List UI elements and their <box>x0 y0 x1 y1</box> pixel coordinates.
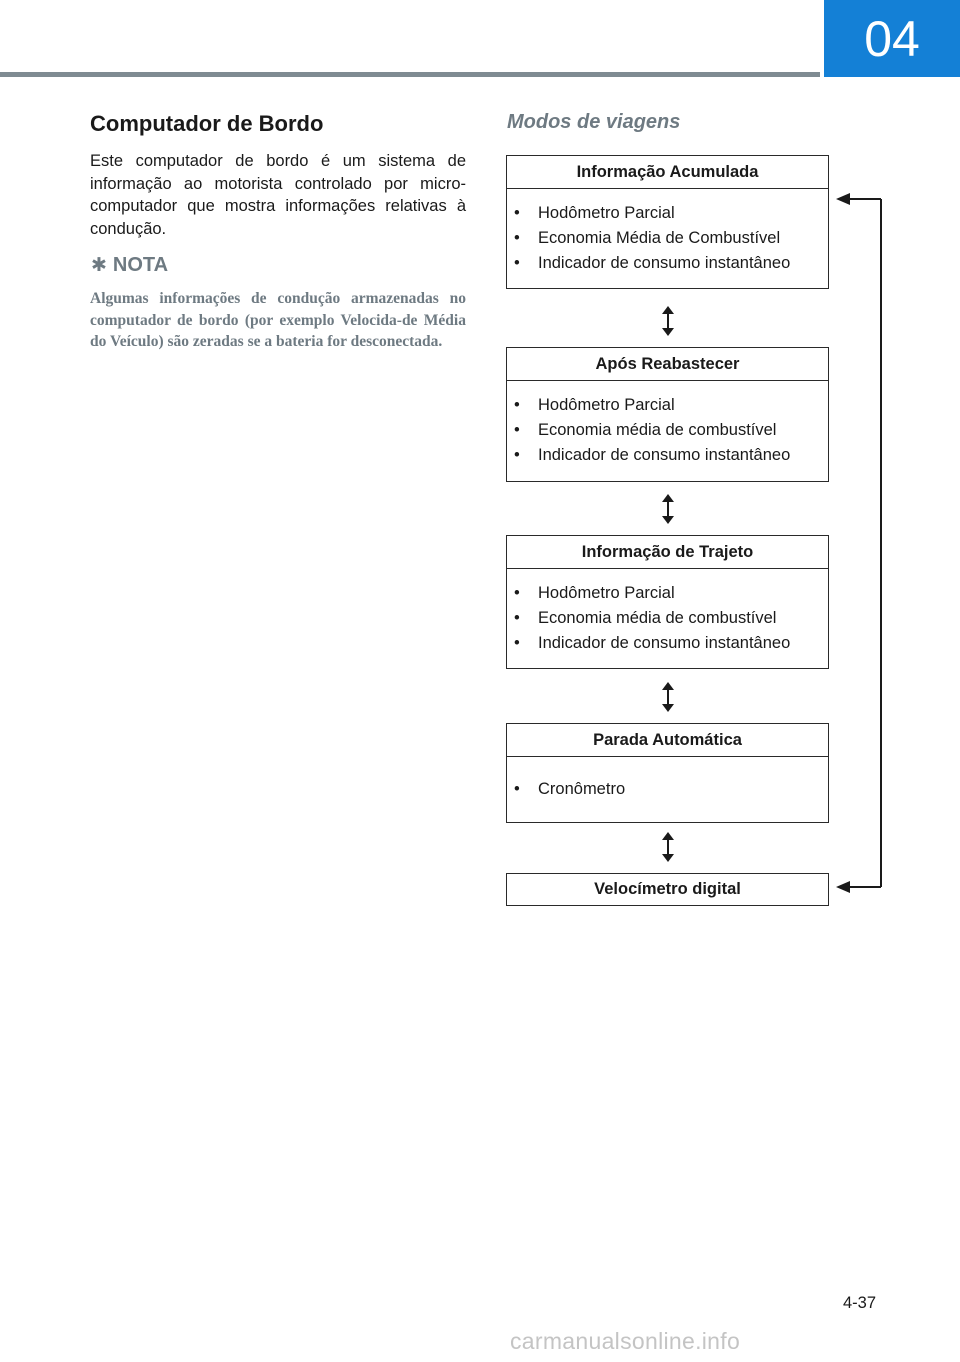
mode-item: • Economia Média de Combustível <box>507 226 828 251</box>
modes-title: Modos de viagens <box>507 111 681 133</box>
mode-title: Parada Automática <box>507 724 828 757</box>
mode-item: • Indicador de consumo instantâneo <box>507 631 828 656</box>
mode-title: Velocímetro digital <box>594 879 741 898</box>
watermark: carmanualsonline.info <box>510 1328 741 1354</box>
note-text: Algumas informações de condução armazenadas no computador de bordo (por exemplo Velocida-de Média do Veículo) são zeradas se a bateria for desconectada. <box>90 290 466 350</box>
note-label: NOTA <box>112 254 169 276</box>
double-arrow-icon <box>662 306 674 336</box>
asterisk-icon: ✱ <box>91 255 107 276</box>
mode-item: • Economia média de combustível <box>507 418 828 443</box>
mode-item: • Indicador de consumo instantâneo <box>507 251 828 276</box>
chapter-number: 04 <box>864 10 920 67</box>
double-arrow-icon <box>662 494 674 524</box>
page-number: 4-37 <box>843 1294 877 1312</box>
loop-back-arrow-icon <box>836 193 881 893</box>
mode-title: Após Reabastecer <box>507 348 828 381</box>
double-arrow-icon <box>662 832 674 862</box>
intro-paragraph: Este computador de bordo é um sistema de informação ao motorista controlado por micro-computador que mostra informações relativas à condução. <box>90 152 466 238</box>
double-arrow-icon <box>662 682 674 712</box>
section-title: Computador de Bordo <box>90 111 324 136</box>
mode-item: • Hodômetro Parcial <box>507 581 828 606</box>
mode-item: • Hodômetro Parcial <box>507 393 828 418</box>
mode-item: • Indicador de consumo instantâneo <box>507 443 828 468</box>
mode-item: • Economia média de combustível <box>507 606 828 631</box>
mode-item: • Cronômetro <box>507 777 828 802</box>
mode-item: • Hodômetro Parcial <box>507 201 828 226</box>
mode-title: Informação Acumulada <box>507 156 828 189</box>
mode-title: Informação de Trajeto <box>507 536 828 569</box>
